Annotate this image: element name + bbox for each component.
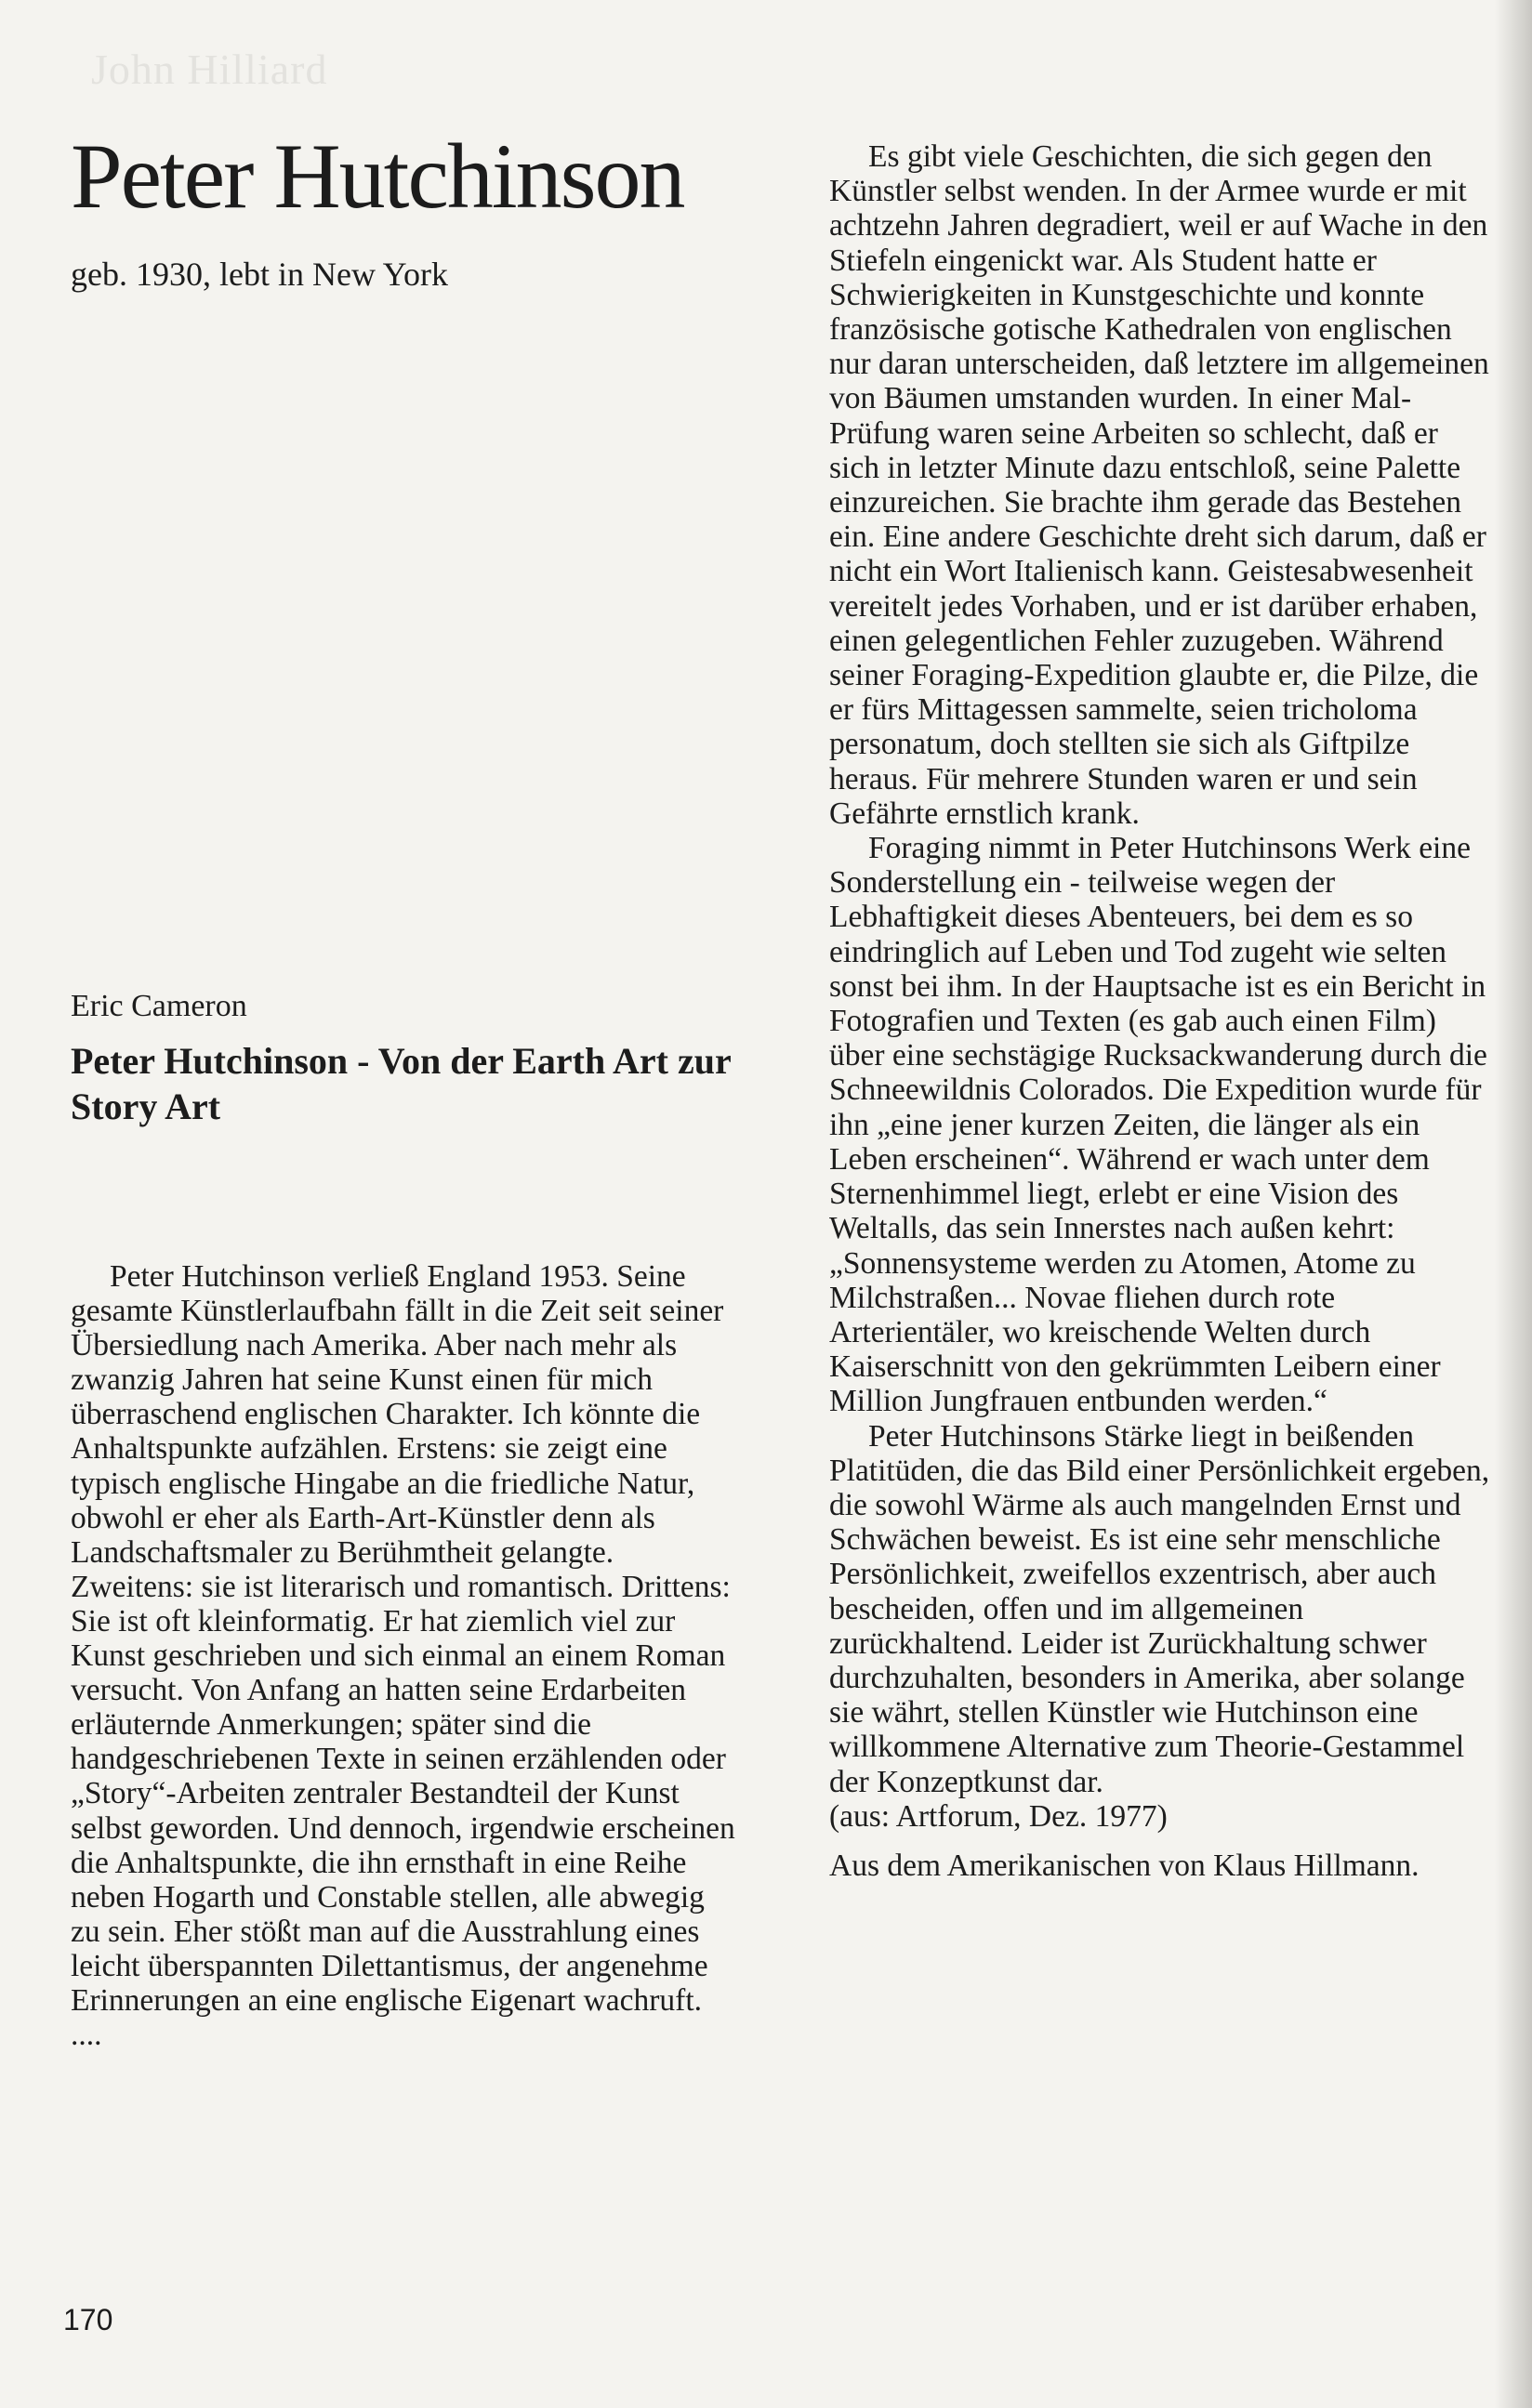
- translation-credit: Aus dem Amerikanischen von Klaus Hillmann.: [829, 1848, 1420, 1883]
- left-paragraph-1: Peter Hutchinson verließ England 1953. Seine gesamte Künstlerlaufbahn fällt in die Zeit seit seiner Übersiedlung nach Amerika. Aber nach mehr als zwanzig Jahren hat seine Kunst einen für mich überraschend englischen Charakter. Ich könnte die Anhaltspunkte aufzählen. Erstens: sie zeigt eine typisch englische Hingabe an die friedliche Natur, obwohl er eher als Earth-Art-Künstler denn als Landschaftsmaler zu Berühmtheit gelangte. Zweitens: sie ist literarisch und romantisch. Drittens: Sie ist oft kleinformatig. Er hat ziemlich viel zur Kunst geschrieben und sich einmal an einem Roman versucht. Von Anfang an hatten seine Erdarbeiten erläuternde Anmerkungen; später sind die handgeschriebenen Texte in seinen erzählenden oder „Story“-Arbeiten zentraler Bestandteil der Kunst selbst geworden. Und dennoch, irgendwie erscheinen die Anhaltspunkte, die ihn ernsthaft in eine Reihe neben Hogarth und Constable stellen, alle abwegig zu sein. Eher stößt man auf die Ausstrahlung eines leicht überspannten Dilettantismus, der angenehme Erinnerungen an eine englische Eigenart wachruft.: [71, 1259, 735, 2018]
- title-block: [71, 125, 796, 295]
- artist-subtitle: geb. 1930, lebt in New York: [71, 256, 448, 293]
- right-column-text: [829, 139, 1495, 1883]
- right-paragraph-1: Es gibt viele Geschichten, die sich gegen den Künstler selbst wenden. In der Armee wurde er mit achtzehn Jahren degradiert, weil er auf Wache in den Stiefeln eingenickt war. Als Student hatte er Schwierigkeiten in Kunstgeschichte und konnte französische gotische Kathedralen von englischen nur daran unterscheiden, daß letztere im allgemeinen von Bäumen umstanden wurden. In einer Mal-Prüfung waren seine Arbeiten so schlecht, daß er sich in letzter Minute dazu entschloß, seine Palette einzureichen. Sie brachte ihm gerade das Bestehen ein. Eine andere Geschichte dreht sich darum, daß er nicht ein Wort Italienisch kann. Geistesabwesenheit vereitelt jedes Vorhaben, und er ist darüber erhaben, einen gelegentlichen Fehler zuzugeben. Während seiner Foraging-Expedition glaubte er, die Pilze, die er fürs Mittagessen sammelte, seien tricholoma personatum, doch stellten sie sich als Giftpilze heraus. Für mehrere Stunden waren er und sein Gefährte ernstlich krank.: [829, 139, 1489, 831]
- source-citation: (aus: Artforum, Dez. 1977): [829, 1798, 1168, 1834]
- page-number: 170: [63, 2303, 113, 2336]
- article-title: Peter Hutchinson - Von der Earth Art zur Story Art: [71, 1040, 732, 1127]
- binding-shadow: [1495, 0, 1532, 2408]
- right-paragraph-3: Peter Hutchinsons Stärke liegt in beißenden Platitüden, die das Bild einer Persönlichkeit ergeben, die sowohl Wärme als auch mangelnden Ernst und Schwächen beweist. Es ist eine sehr menschliche Persönlichkeit, zweifellos exzentrisch, aber auch bescheiden, offen und im allgemeinen zurückhaltend. Leider ist Zurückhaltung schwer durchzuhalten, besonders in Amerika, aber solange sie währt, stellen Künstler wie Hutchinson eine willkommene Alternative zum Theorie-Gestammel der Konzeptkunst dar.: [829, 1418, 1490, 1799]
- left-column-text: [71, 1259, 740, 2052]
- right-paragraph-2: Foraging nimmt in Peter Hutchinsons Werk eine Sonderstellung ein - teilweise wegen der Lebhaftigkeit dieses Abenteuers, bei dem es so eindringlich auf Leben und Tod zugeht wie selten sonst bei ihm. In der Hauptsache ist es ein Bericht in Fotografien und Texten (es gab auch einen Film) über eine sechstägige Rucksackwanderung durch die Schneewildnis Colorados. Die Expedition wurde für ihn „eine jener kurzen Zeiten, die länger als ein Leben erscheinen“. Während er wach unter dem Sternenhimmel liegt, erlebt er eine Vision des Weltalls, das sein Innerstes nach außen kehrt: „Sonnensysteme werden zu Atomen, Atome zu Milchstraßen... Novae fliehen durch rote Arterientäler, wo kreischende Welten durch Kaiserschnitt von den gekrümmten Leibern einer Million Jungfrauen entbunden werden.“: [829, 831, 1487, 1419]
- faded-running-header: John Hilliard: [91, 46, 328, 93]
- article-author: Eric Cameron: [71, 989, 247, 1023]
- page-title: Peter Hutchinson: [71, 125, 684, 228]
- text-ellipsis: ....: [71, 2018, 102, 2053]
